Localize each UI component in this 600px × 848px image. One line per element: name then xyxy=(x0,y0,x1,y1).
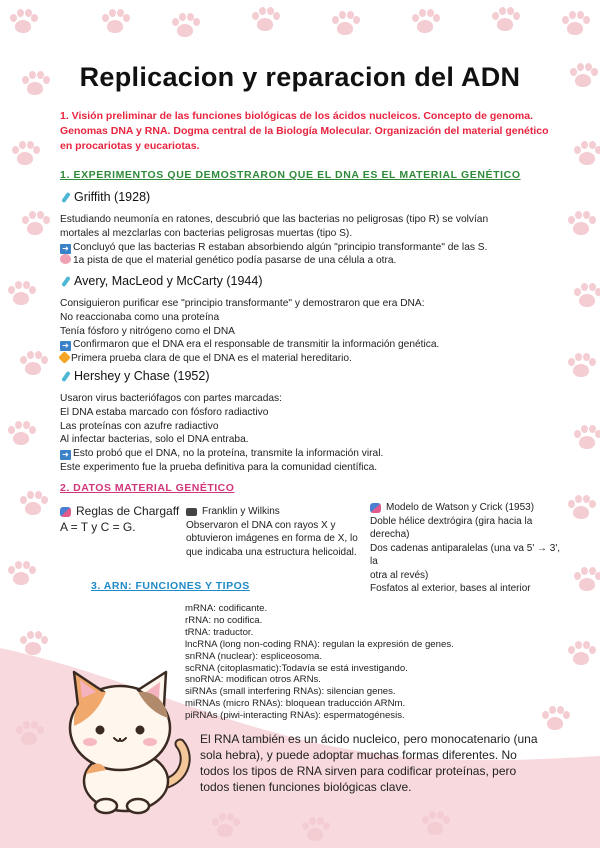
chargaff-rule: A = T y C = G. xyxy=(60,519,136,534)
hershey-line: ➜ Esto probó que el DNA, no la proteína, transmite la información viral. xyxy=(60,447,560,461)
avery-line: Primera prueba clara de que el DNA es el material hereditario. xyxy=(60,352,560,366)
paw-print-icon xyxy=(572,140,600,170)
paw-print-icon xyxy=(420,810,450,840)
paw-print-icon xyxy=(6,280,36,310)
watson-line: otra al revés) xyxy=(370,569,429,581)
paw-print-icon xyxy=(18,490,48,520)
rna-type-item: miRNAs (micro RNAs): bloquean traducción ARNm. xyxy=(185,698,406,710)
watson-line: derecha) xyxy=(370,529,410,540)
paw-print-icon xyxy=(572,424,600,454)
test-tube-icon xyxy=(60,192,71,203)
paw-print-icon xyxy=(572,282,600,312)
paw-print-icon xyxy=(560,10,590,40)
franklin-line: Observaron el DNA con rayos X y xyxy=(186,519,336,531)
paw-print-icon xyxy=(566,494,596,524)
paw-print-icon xyxy=(490,6,520,36)
rna-type-item: snRNA (nuclear): espliceosoma. xyxy=(185,650,323,662)
paw-print-icon xyxy=(18,350,48,380)
avery-title xyxy=(60,274,263,288)
chargaff-block xyxy=(60,505,179,534)
hershey-line: Usaron virus bacteriófagos con partes marcadas: xyxy=(60,393,282,404)
paw-print-icon xyxy=(20,210,50,240)
paw-print-icon xyxy=(540,705,570,735)
intro-paragraph: 1. Visión preliminar de las funciones biológicas de los ácidos nucleicos. Concepto de genoma. Genomas DNA y RNA. Dogma central de la Biología Molecular. Organización del material genético en procariotas y eucariotas. xyxy=(60,110,549,152)
hershey-title xyxy=(60,369,209,383)
chargaff-title: Reglas de Chargaff xyxy=(76,504,180,518)
hershey-text xyxy=(60,392,560,475)
griffith-line: mortales al mezclarlas con bacterias peligrosas muertas (tipo S). xyxy=(60,227,353,239)
arrow-right-icon: ➜ xyxy=(60,244,71,254)
paw-print-icon xyxy=(10,140,40,170)
avery-line: ➜ Confirmaron que el DNA era el responsable de transmitir la información genética. xyxy=(60,338,560,352)
avery-line: Consiguieron purificar ese "principio transformante" y demostraron que era DNA: xyxy=(60,298,425,309)
griffith-line: ➜ Concluyó que las bacterias R estaban absorbiendo algún "principio transformante" de las S. xyxy=(60,241,560,255)
brain-icon xyxy=(60,254,71,264)
paw-print-icon xyxy=(210,812,240,842)
dna-icon xyxy=(60,507,71,517)
paw-print-icon xyxy=(300,816,330,846)
griffith-name: Griffith (1928) xyxy=(74,190,151,204)
cat-illustration xyxy=(56,666,196,816)
section1-heading: 1. EXPERIMENTOS QUE DEMOSTRARON QUE EL DNA ES EL MATERIAL GENÉTICO xyxy=(60,169,521,181)
paw-print-icon xyxy=(566,210,596,240)
rna-type-item: lncRNA (long non-coding RNA): regulan la expresión de genes. xyxy=(185,638,454,650)
rna-types-list xyxy=(185,603,454,722)
griffith-title xyxy=(60,190,150,204)
watson-line: Fosfatos al exterior, bases al interior xyxy=(370,583,531,594)
hershey-line: Este experimento fue la prueba definitiva para la comunidad científica. xyxy=(60,461,378,473)
watson-title: Modelo de Watson y Crick (1953) xyxy=(386,502,535,513)
paw-print-icon xyxy=(410,8,440,38)
rna-type-item: piRNAs (piwi-interacting RNAs): espermatogénesis. xyxy=(185,710,405,722)
arrow-right-icon: ➜ xyxy=(60,341,71,351)
paw-print-icon xyxy=(14,720,44,750)
paw-print-icon xyxy=(250,6,280,36)
paw-print-icon xyxy=(100,8,130,38)
watson-line: Doble hélice dextrógira (gira hacia la xyxy=(370,515,533,527)
arrow-right-icon: ➜ xyxy=(60,450,71,460)
hershey-line: Al infectar bacterias, solo el DNA entraba. xyxy=(60,434,249,446)
rna-type-item: siRNAs (small interfering RNAs): silencian genes. xyxy=(185,686,396,698)
rna-type-item: mRNA: codificante. xyxy=(185,603,268,614)
hershey-name: Hershey y Chase (1952) xyxy=(74,369,210,383)
paw-print-icon xyxy=(6,420,36,450)
rna-type-item: rRNA: no codifica. xyxy=(185,614,263,626)
griffith-line: 1a pista de que el material genético podía pasarse de una célula a otra. xyxy=(60,254,560,268)
franklin-line: que indicaba una estructura helicoidal. xyxy=(186,546,357,558)
watson-block xyxy=(370,501,570,596)
avery-line: No reaccionaba como una proteína xyxy=(60,311,220,323)
griffith-line: Estudiando neumonía en ratones, descubrió que las bacterias no peligrosas (tipo R) se volvían xyxy=(60,214,489,225)
avery-line: Tenía fósforo y nitrógeno como el DNA xyxy=(60,325,235,337)
rna-type-item: snoRNA: modifican otros ARNs. xyxy=(185,674,321,686)
rna-type-item: tRNA: traductor. xyxy=(185,626,254,638)
paw-print-icon xyxy=(572,566,600,596)
test-tube-icon xyxy=(60,371,71,382)
rna-type-item: scRNA (citoplasmatic):Todavía se está investigando. xyxy=(185,662,408,674)
section2-heading: 2. DATOS MATERIAL GENÉTICO xyxy=(60,482,235,494)
avery-name: Avery, MacLeod y McCarty (1944) xyxy=(74,274,263,288)
dna-icon xyxy=(370,503,381,513)
franklin-title: Franklin y Wilkins xyxy=(202,506,280,517)
paw-print-icon xyxy=(170,12,200,42)
paw-print-icon xyxy=(18,630,48,660)
rna-closing-paragraph: El RNA también es un ácido nucleico, pero monocatenario (una sola hebra), y puede adoptar muchas formas diferentes. No todos los tipos de RNA sirven para codificar proteínas, pero todos tienen funciones biológicas clave. xyxy=(200,732,538,794)
paw-print-icon xyxy=(330,10,360,40)
paw-print-icon xyxy=(566,640,596,670)
paw-print-icon xyxy=(566,352,596,382)
watson-line: Dos cadenas antiparalelas (una va 5' → 3', la xyxy=(370,542,561,567)
test-tube-icon xyxy=(60,276,71,287)
hershey-line: El DNA estaba marcado con fósforo radiactivo xyxy=(60,406,269,418)
camera-icon xyxy=(186,508,197,516)
franklin-block xyxy=(186,505,366,559)
page-title: Replicacion y reparacion del ADN xyxy=(79,62,521,92)
hershey-line: Las proteínas con azufre radiactivo xyxy=(60,420,219,432)
avery-text xyxy=(60,297,560,366)
explosion-icon xyxy=(58,351,71,364)
franklin-line: obtuvieron imágenes en forma de X, lo xyxy=(186,533,358,544)
paw-print-icon xyxy=(8,8,38,38)
griffith-text xyxy=(60,213,560,268)
paw-print-icon xyxy=(6,560,36,590)
section3-heading: 3. ARN: FUNCIONES Y TIPOS xyxy=(91,580,250,592)
